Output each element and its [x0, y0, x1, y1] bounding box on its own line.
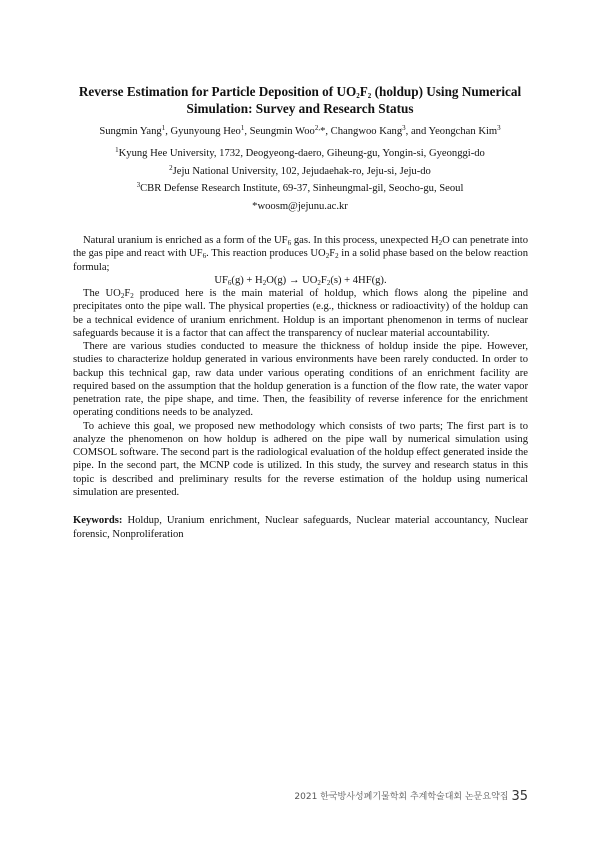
title-subscript: 2 [367, 92, 372, 100]
title-part: Reverse Estimation for Particle Deposition of UO [78, 84, 357, 99]
subscript: 6 [287, 239, 292, 247]
affiliation-text: Kyung Hee University, 1732, Deogyeong-daero, Giheung-gu, Yongin-si, Gyeonggi-do [118, 148, 485, 159]
subscript: 2 [262, 278, 267, 287]
text-run: O(g) → UO [266, 274, 318, 286]
paragraph-3: There are various studies conducted to measure the thickness of holdup inside the pipe. However, studies to characterize holdup generated in various environments have been rarely conducted. In order to backup this technical gap, raw data under various operating conditions of an enrichment facility are required based on the assumption that the holdup generation is a function of the flow rate, the water vapor penetration rate, the pipe shape, and time. Then, the feasibility of reverse inference for the enrichment operating conditions needs to be analyzed. [73, 341, 528, 419]
affiliation-1 [0, 147, 600, 161]
title-line-2: Simulation: Survey and Research Status [186, 100, 414, 116]
subscript: 2 [130, 292, 134, 300]
subscript: 2 [120, 292, 125, 300]
author-name: , and Yeongchan Kim [405, 126, 498, 137]
affiliation-text: CBR Defense Research Institute, 69-37, Sinheungmal-gil, Seocho-gu, Seoul [140, 183, 464, 194]
subscript: 6 [227, 278, 232, 287]
corresponding-email[interactable]: *woosm@jejunu.ac.kr [252, 201, 348, 212]
subscript: 2 [317, 278, 321, 287]
affiliation-marker: 2, [314, 124, 321, 132]
affiliation-marker: 2 [169, 164, 173, 172]
subscript: 2 [335, 252, 339, 261]
subscript: 2 [325, 252, 330, 261]
affiliation-3 [0, 182, 600, 196]
text-run: F [329, 248, 336, 260]
abstract-body [73, 234, 528, 499]
subscript: 2 [438, 239, 443, 247]
author-list [0, 125, 600, 139]
text-run: UF [214, 274, 228, 286]
paragraph-2 [73, 287, 528, 340]
text-run: O can penetrate into the gas pipe and react with UF [73, 235, 529, 260]
text-run: (g) + H [231, 274, 263, 286]
text-run: (s) + 4HF(g). [330, 274, 387, 286]
affiliation-2 [0, 165, 600, 179]
title-part: (holdup) Using Numerical [371, 84, 522, 99]
text-run: produced here is the main material of holdup, which flows along the pipeline and precipitates onto the pipe wall. The physical properties (e.g., thickness or radioactivity) of the holdup can be a technical evidence of uranium enrichment. Holdup is an important phenomenon in terms of nuclear safeguards because it is a factor that can affect the transparency of nuclear material accountability. [73, 288, 528, 339]
page-number: 35 [511, 789, 528, 804]
paragraph-4: To achieve this goal, we proposed new methodology which consists of two parts; The first part is to analyze the phenomenon on how holdup is adhered on the pipe wall by numerical simulation using COMSOL software. The second part is the radiological evaluation of the holdup effect generated inside the pipe. In the second part, the MCNP code is utilized. In this study, the survey and research status in this topic is described and preliminary results for the reverse estimation of the holdup using numerical simulation are presented. [73, 420, 528, 498]
text-run: . This reaction produces UO [206, 248, 326, 260]
text-run: The UO [83, 288, 121, 299]
paper-title [60, 84, 540, 117]
footer-text: 2021 한국방사성폐기물학회 추계학술대회 논문요약집 [294, 792, 509, 802]
affiliation-marker: 1 [161, 124, 166, 132]
text-run: F [320, 274, 327, 286]
affiliation-text: Jeju National University, 102, Jejudaehak-ro, Jeju-si, Jeju-do [172, 166, 431, 177]
author-name: Sungmin Yang [99, 126, 162, 137]
text-run: F [124, 288, 131, 299]
keywords [73, 514, 528, 541]
affiliation-marker: 3 [136, 181, 141, 189]
title-part: F [359, 84, 368, 99]
text-run: in a solid phase based on the below reaction formula; [73, 248, 528, 273]
affiliation-marker: 1 [240, 124, 245, 132]
text-run: gas. In this process, unexpected H [291, 235, 439, 246]
author-name: *, Changwoo Kang [320, 126, 403, 137]
paragraph-1 [73, 234, 528, 274]
reaction-equation [73, 274, 528, 287]
title-subscript: 2 [356, 92, 360, 100]
text-run: Natural uranium is enriched as a form of the UF [83, 235, 288, 246]
keywords-text: Holdup, Uranium enrichment, Nuclear safeguards, Nuclear material accountancy, Nuclear forensic, Nonproliferation [73, 515, 528, 540]
author-name: , Seungmin Woo [244, 126, 315, 137]
author-name: , Gyunyoung Heo [165, 126, 241, 137]
subscript: 6 [202, 252, 207, 261]
subscript: 2 [326, 278, 331, 287]
affiliation-marker: 3 [402, 124, 406, 132]
affiliation-marker: 1 [115, 146, 119, 154]
keywords-label: Keywords: [73, 515, 123, 526]
affiliation-marker: 3 [497, 124, 501, 132]
page-footer [294, 789, 528, 804]
